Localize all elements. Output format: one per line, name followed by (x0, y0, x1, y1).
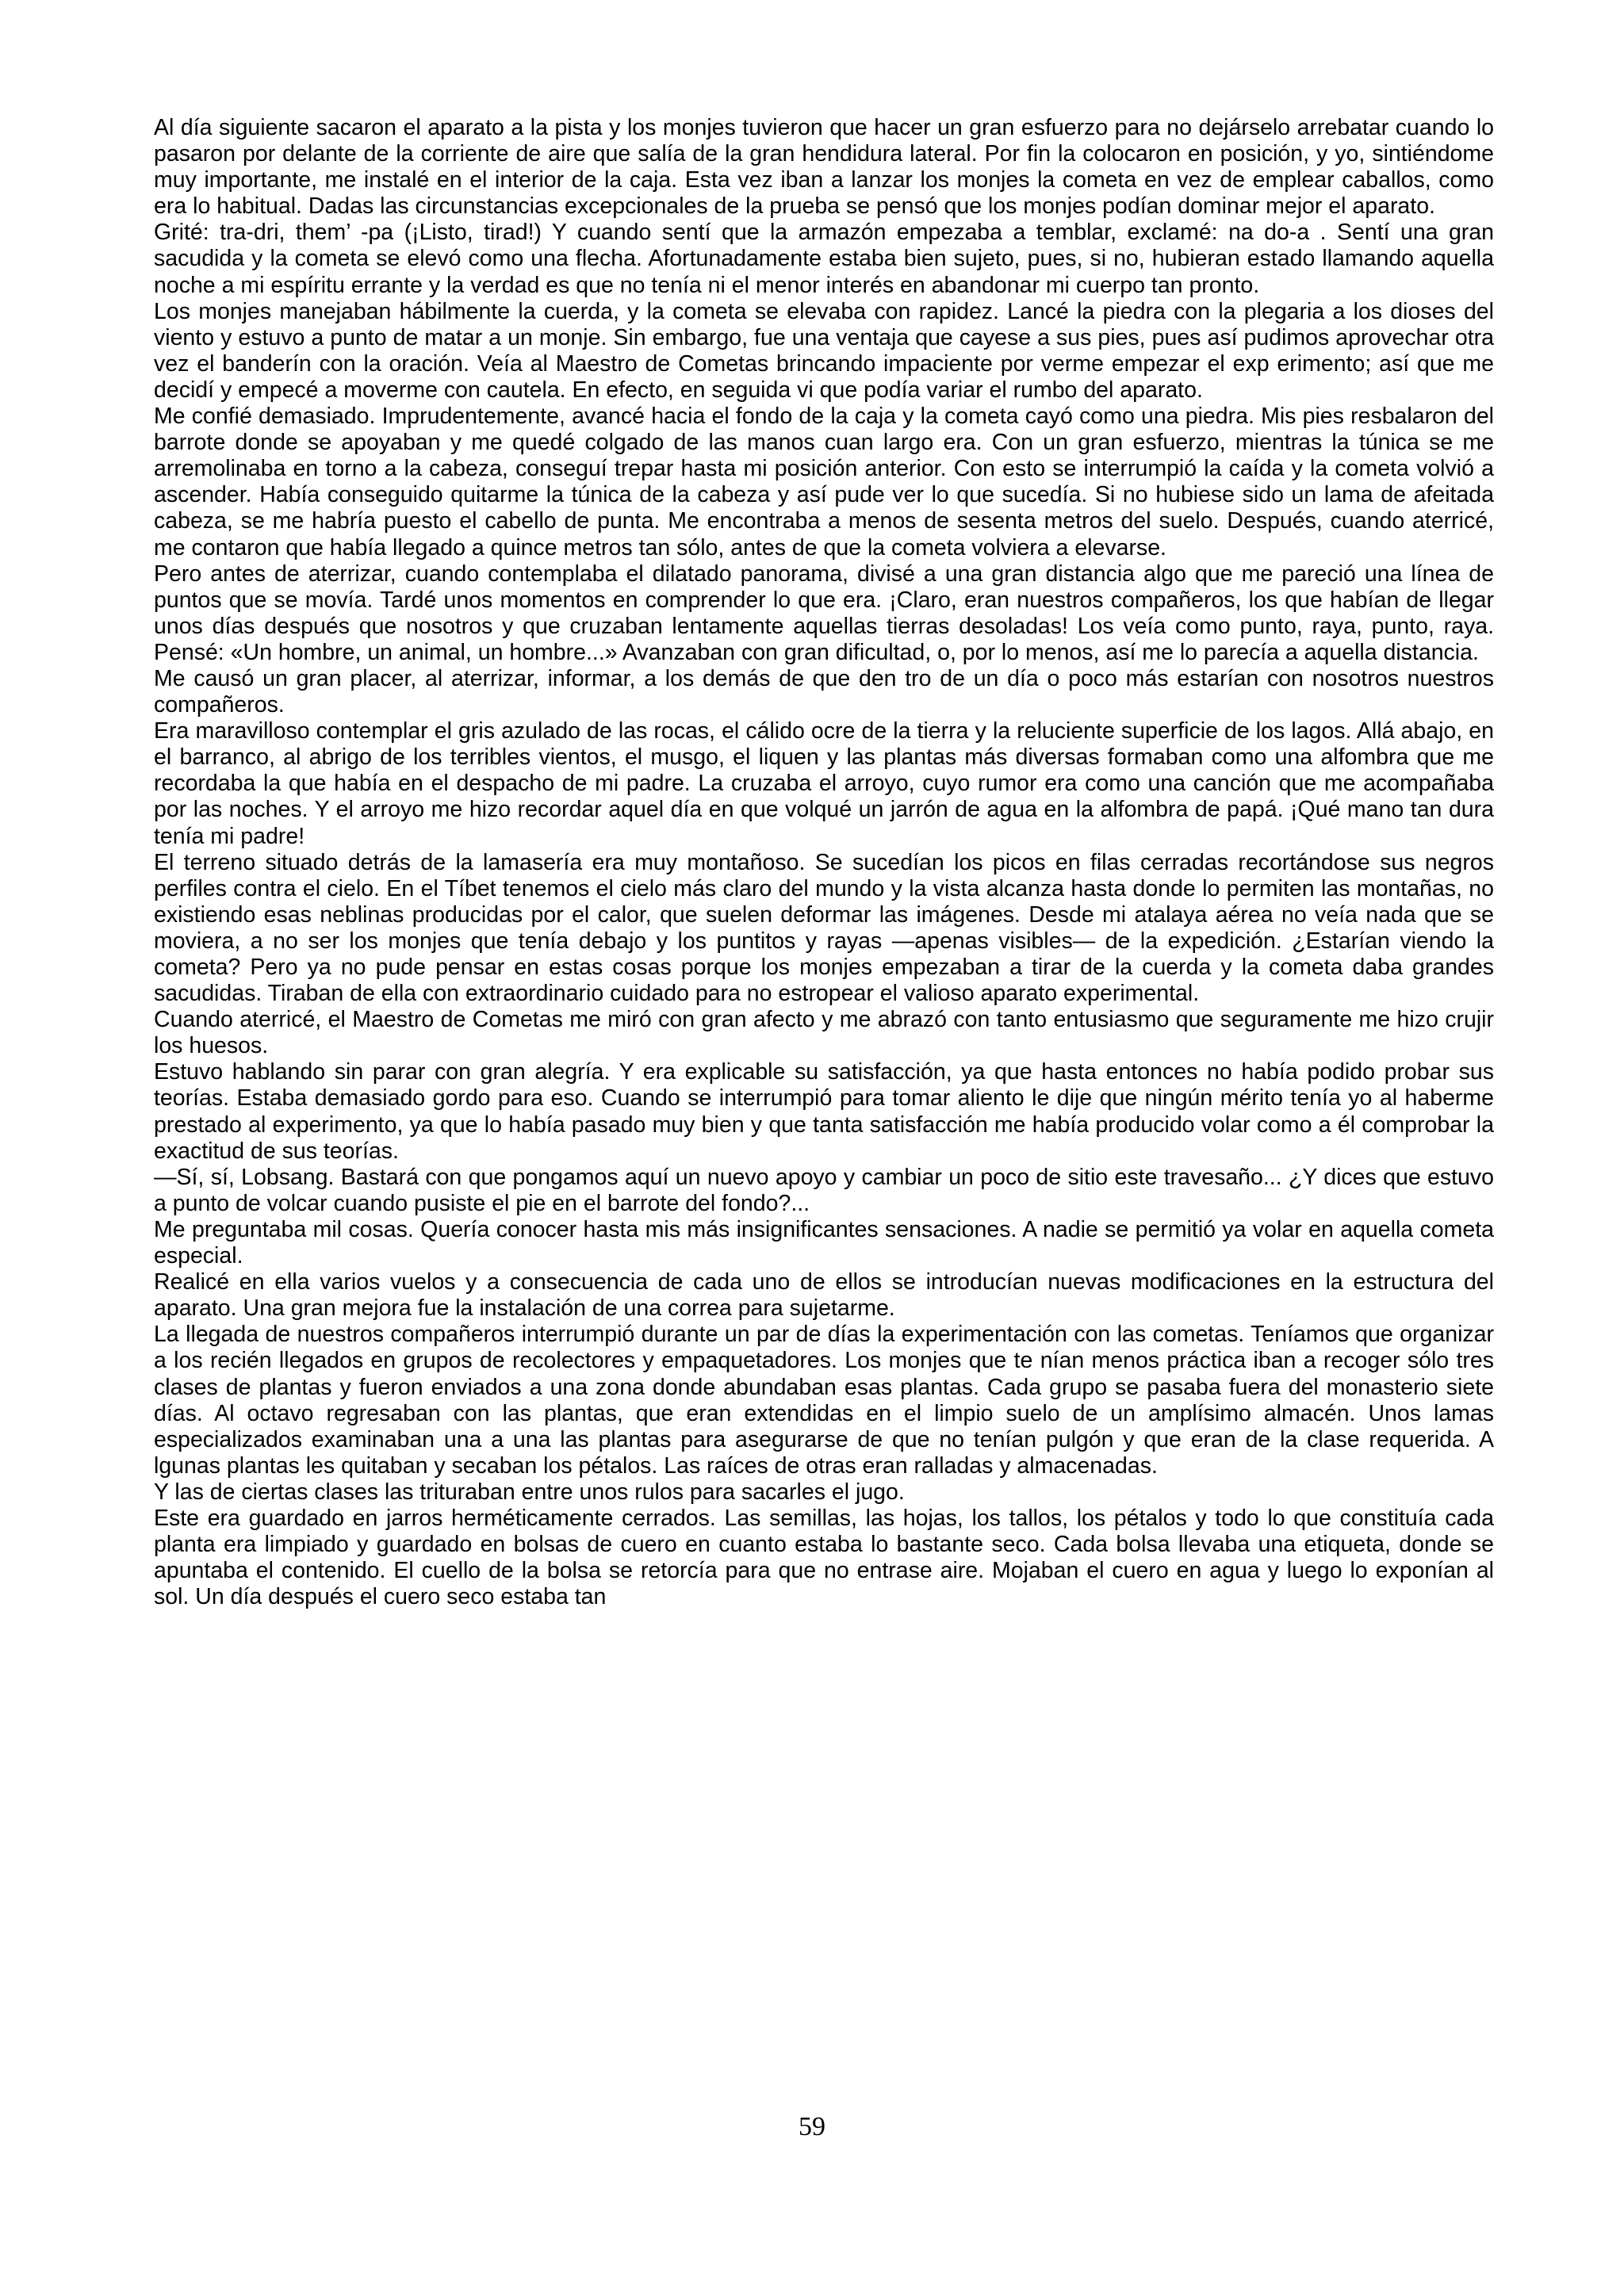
paragraph: Me preguntaba mil cosas. Quería conocer hasta mis más insignificantes sensaciones. A nadie se permitió ya volar en aquella cometa especial. (154, 1216, 1494, 1269)
body-text (154, 115, 1494, 1610)
paragraph: Al día siguiente sacaron el aparato a la pista y los monjes tuvieron que hacer un gran esfuerzo para no dejárselo arrebatar cuando lo pasaron por delante de la corriente de aire que salía de la gran hendidura lateral. Por fin la colocaron en posición, y yo, sintiéndome muy importante, me instalé en el interior de la caja. Esta vez iban a lanzar los monjes la cometa en vez de emplear caballos, como era lo habitual. Dadas las circunstancias excepcionales de la prueba se pensó que los monjes podían dominar mejor el aparato. (154, 115, 1494, 220)
paragraph: Pero antes de aterrizar, cuando contemplaba el dilatado panorama, divisé a una gran distancia algo que me pareció una línea de puntos que se movía. Tardé unos momentos en comprender lo que era. ¡Claro, eran nuestros compañeros, los que habían de llegar unos días después que nosotros y que cruzaban lentamente aquellas tierras desoladas! Los veía como punto, raya, punto, raya. Pensé: «Un hombre, un animal, un hombre...» Avanzaban con gran dificultad, o, por lo menos, así me lo parecía a aquella distancia. (154, 561, 1494, 665)
paragraph: Grité: tra-dri, them’ -pa (¡Listo, tirad!) Y cuando sentí que la armazón empezaba a temblar, exclamé: na do-a . Sentí una gran sacudida y la cometa se elevó como una flecha. Afortunadamente estaba bien sujeto, pues, si no, hubieran estado llamando aquella noche a mi espíritu errante y la verdad es que no tenía ni el menor interés en abandonar mi cuerpo tan pronto. (154, 220, 1494, 298)
paragraph: Estuvo hablando sin parar con gran alegría. Y era explicable su satisfacción, ya que hasta entonces no había podido probar sus teorías. Estaba demasiado gordo para eso. Cuando se interrumpió para tomar aliento le dije que ningún mérito tenía yo al haberme prestado al experimento, ya que lo había pasado muy bien y que tanta satisfacción me había producido volar como a él comprobar la exactitud de sus teorías. (154, 1059, 1494, 1164)
paragraph: Era maravilloso contemplar el gris azulado de las rocas, el cálido ocre de la tierra y la reluciente superficie de los lagos. Allá abajo, en el barranco, al abrigo de los terribles vientos, el musgo, el liquen y las plantas más diversas formaban como una alfombra que me recordaba la que había en el despacho de mi padre. La cruzaba el arroyo, cuyo rumor era como una canción que me acompañaba por las noches. Y el arroyo me hizo recordar aquel día en que volqué un jarrón de agua en la alfombra de papá. ¡Qué mano tan dura tenía mi padre! (154, 718, 1494, 849)
paragraph: Los monjes manejaban hábilmente la cuerda, y la cometa se elevaba con rapidez. Lancé la piedra con la plegaria a los dioses del viento y estuvo a punto de matar a un monje. Sin embargo, fue una ventaja que cayese a sus pies, pues así pudimos aprovechar otra vez el banderín con la oración. Veía al Maestro de Cometas brincando impaciente por verme empezar el exp erimento; así que me decidí y empecé a moverme con cautela. En efecto, en seguida vi que podía variar el rumbo del aparato. (154, 298, 1494, 403)
paragraph: Este era guardado en jarros herméticamente cerrados. Las semillas, las hojas, los tallos, los pétalos y todo lo que constituía cada planta era limpiado y guardado en bolsas de cuero en cuanto estaba lo bastante seco. Cada bolsa llevaba una etiqueta, donde se apuntaba el contenido. El cuello de la bolsa se retorcía para que no entrase aire. Mojaban el cuero en agua y luego lo exponían al sol. Un día después el cuero seco estaba tan (154, 1505, 1494, 1610)
paragraph: El terreno situado detrás de la lamasería era muy montañoso. Se sucedían los picos en filas cerradas recortándose sus negros perfiles contra el cielo. En el Tíbet tenemos el cielo más claro del mundo y la vista alcanza hasta donde lo permiten las montañas, no existiendo esas neblinas producidas por el calor, que suelen deformar las imágenes. Desde mi atalaya aérea no veía nada que se moviera, a no ser los monjes que tenía debajo y los puntitos y rayas —apenas visibles— de la expedición. ¿Estarían viendo la cometa? Pero ya no pude pensar en estas cosas porque los monjes empezaban a tirar de la cuerda y la cometa daba grandes sacudidas. Tiraban de ella con extraordinario cuidado para no estropear el valioso aparato experimental. (154, 849, 1494, 1007)
paragraph: Realicé en ella varios vuelos y a consecuencia de cada uno de ellos se introducían nuevas modificaciones en la estructura del aparato. Una gran mejora fue la instalación de una correa para sujetarme. (154, 1269, 1494, 1322)
paragraph: Me confié demasiado. Imprudentemente, avancé hacia el fondo de la caja y la cometa cayó como una piedra. Mis pies resbalaron del barrote donde se apoyaban y me quedé colgado de las manos cuan largo era. Con un gran esfuerzo, mientras la túnica se me arremolinaba en torno a la cabeza, conseguí trepar hasta mi posición anterior. Con esto se interrumpió la caída y la cometa volvió a ascender. Había conseguido quitarme la túnica de la cabeza y así pude ver lo que sucedía. Si no hubiese sido un lama de afeitada cabeza, se me habría puesto el cabello de punta. Me encontraba a menos de sesenta metros del suelo. Después, cuando aterricé, me contaron que había llegado a quince metros tan sólo, antes de que la cometa volviera a elevarse. (154, 404, 1494, 561)
paragraph: Me causó un gran placer, al aterrizar, informar, a los demás de que den tro de un día o poco más estarían con nosotros nuestros compañeros. (154, 665, 1494, 718)
paragraph: Y las de ciertas clases las trituraban entre unos rulos para sacarles el jugo. (154, 1479, 905, 1505)
paragraph: La llegada de nuestros compañeros interrumpió durante un par de días la experimentación con las cometas. Teníamos que organizar a los recién llegados en grupos de recolectores y empaquetadores. Los monjes que te nían menos práctica iban a recoger sólo tres clases de plantas y fueron enviados a una zona donde abundaban esas plantas. Cada grupo se pasaba fuera del monasterio siete días. Al octavo regresaban con las plantas, que eran extendidas en el limpio suelo de un amplísimo almacén. Unos lamas especializados examinaban una a una las plantas para asegurarse de que no tenían pulgón y que eran de la clase requerida. A lgunas plantas les quitaban y secaban los pétalos. Las raíces de otras eran ralladas y almacenadas. (154, 1322, 1494, 1479)
paragraph: —Sí, sí, Lobsang. Bastará con que pongamos aquí un nuevo apoyo y cambiar un poco de sitio este travesaño... ¿Y dices que estuvo a punto de volcar cuando pusiste el pie en el barrote del fondo?... (154, 1164, 1494, 1216)
page-number: 59 (799, 2112, 825, 2141)
paragraph: Cuando aterricé, el Maestro de Cometas me miró con gran afecto y me abrazó con tanto entusiasmo que seguramente me hizo crujir los huesos. (154, 1007, 1494, 1059)
